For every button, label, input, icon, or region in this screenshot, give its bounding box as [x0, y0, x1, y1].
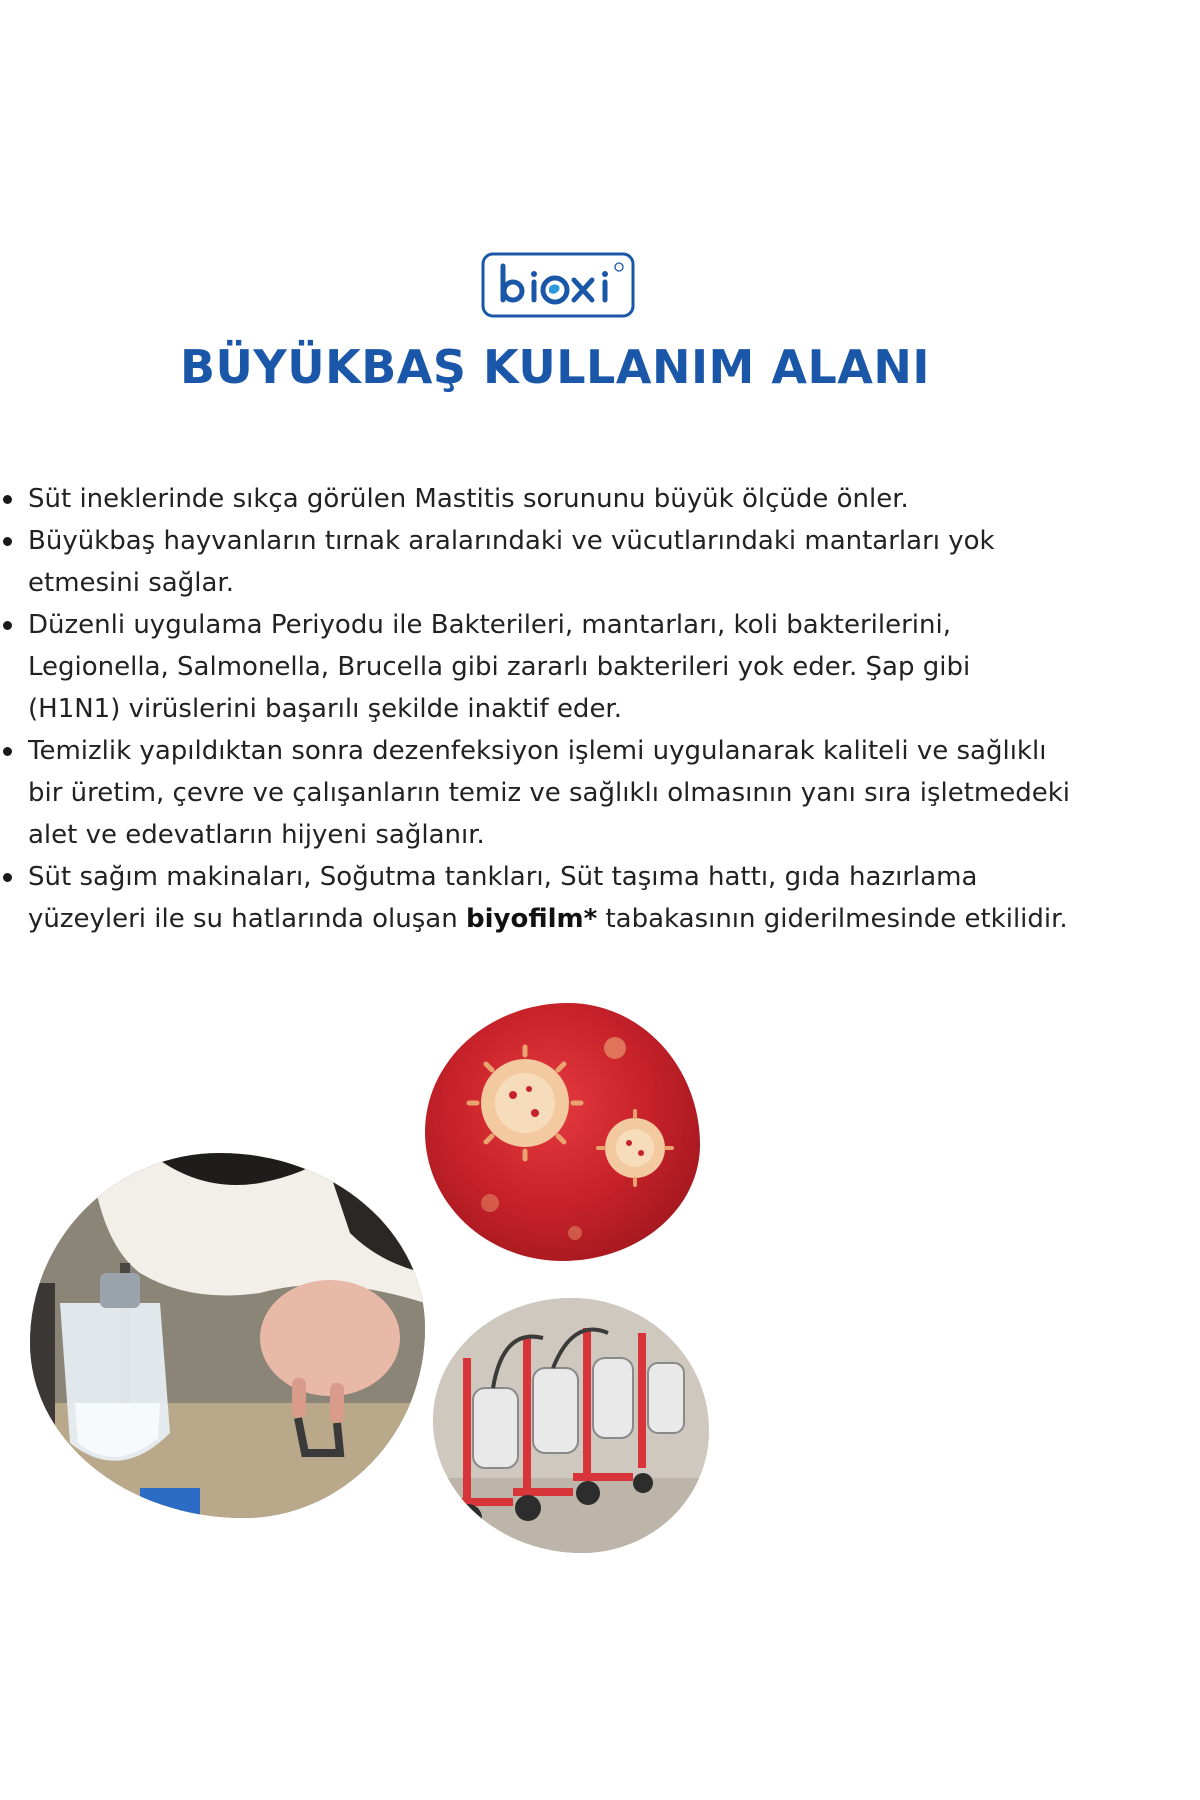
list-item: Büyükbaş hayvanların tırnak aralarındaki ve vücutlarındaki mantarları yok etmesini sağlar.	[0, 520, 1200, 604]
bioxi-logo	[481, 252, 637, 320]
page-title: BÜYÜKBAŞ KULLANIM ALANI	[180, 340, 930, 394]
list-item: Temizlik yapıldıktan sonra dezenfeksiyon işlemi uygulanarak kaliteli ve sağlıklı bir üretim, çevre ve çalışanların temiz ve sağlıklı olmasının yanı sıra işletmedeki alet ve edevatların hijyeni sağlanır.	[0, 730, 1200, 856]
milking-machines-photo	[433, 1298, 709, 1553]
virus-particle-large	[469, 1047, 581, 1159]
usage-list	[0, 478, 1200, 940]
list-item: Süt ineklerinde sıkça görülen Mastitis sorununu büyük ölçüde önler.	[0, 478, 1200, 520]
list-item: Süt sağım makinaları, Soğutma tankları, Süt taşıma hattı, gıda hazırlama yüzeyleri ile su hatlarında oluşan biyofilm* tabakasının giderilmesinde etkilidir.	[0, 856, 1200, 940]
virus-photo	[425, 1003, 700, 1261]
virus-particle-small	[598, 1111, 672, 1185]
biyofilm-term: biyofilm*	[465, 904, 598, 934]
list-item: Düzenli uygulama Periyodu ile Bakterileri, mantarları, koli bakterilerini, Legionella, Salmonella, Brucella gibi zararlı bakterileri yok eder. Şap gibi (H1N1) virüslerini başarılı şekilde inaktif eder.	[0, 604, 1200, 730]
cow-milking-photo	[30, 1153, 425, 1518]
